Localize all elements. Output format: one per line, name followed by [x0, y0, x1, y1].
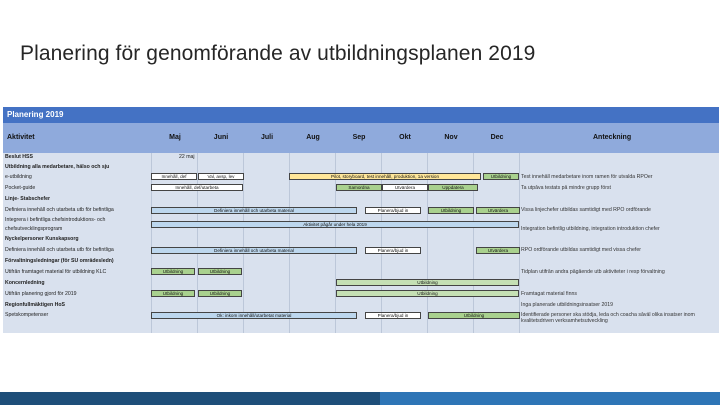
- row-note: Ta utpåva testats på mindre grupp först: [521, 185, 611, 191]
- row-label: e-utbildning: [5, 174, 32, 180]
- row-label: Definiera innehåll och utarbeta utb för befintliga: [5, 247, 114, 253]
- row-label: Beslut HSS: [5, 154, 33, 160]
- bar-utbildning-3: Utbildning: [151, 268, 195, 275]
- bar-utvardera: Utvärdera: [382, 184, 428, 191]
- row-note: RPO ordförande utbildas samtidigt med vissa chefer: [521, 247, 641, 253]
- row-label: Linje- Stabschefer: [5, 196, 50, 202]
- bar-pilot: Pilot, storyboard, test innehåll, produktion, 1a version: [289, 173, 481, 180]
- grid-line: [519, 153, 520, 333]
- row-label: Pocket-guide: [5, 185, 36, 191]
- header-month-sep: Sep: [352, 134, 366, 141]
- bar-ok-innehall: Ok: inkom innehåll/utarbetat material: [151, 312, 357, 319]
- row-note: Vissa linjechefer utbildas samtidigt med RPO ordförande: [521, 207, 651, 213]
- row-note: Identifierade personer ska stödja, leda och coacha såväl olika insatser inom kvalitetsdriven verksamhetsutveckling: [521, 312, 695, 324]
- row-note: Test innehåll medarbetare inom ramen för utvalda RPOer: [521, 174, 653, 180]
- bar-utbildning-9: Utbildning: [428, 312, 520, 319]
- grid-line: [197, 153, 198, 333]
- row-label: Utifrån planering gjord för 2019: [5, 291, 77, 297]
- bar-aktivitet-2019: Aktivitet pågår under hela 2019: [151, 221, 519, 228]
- row-note: Framtagat material finns: [521, 291, 577, 297]
- row-label: Utifrån framtaget material för utbildning KLC: [5, 269, 107, 275]
- bar-uppdatera: Uppdatera: [428, 184, 478, 191]
- bar-utbildning-6: Utbildning: [151, 290, 195, 297]
- row-label: Utbildning alla medarbetare, hälso och sju: [5, 164, 110, 170]
- row-note: Inga planerade utbildningsinsatser 2019: [521, 302, 614, 308]
- bar-planera-bjud-in-2: Planera/bjud in: [365, 247, 421, 254]
- grid-line: [289, 153, 290, 333]
- row-label: Förvaltningsledningar (för SU områdesledn): [5, 258, 114, 264]
- grid-line: [335, 153, 336, 333]
- bar-utbildning-5: Utbildning: [336, 279, 519, 286]
- grid-line: [151, 153, 152, 333]
- bar-definiera-material-2: Definiera innehåll och utarbeta material: [151, 247, 357, 254]
- header-month-okt: Okt: [399, 134, 411, 141]
- bar-planera-bjud-in: Planera/bjud in: [365, 207, 421, 214]
- grid-line: [381, 153, 382, 333]
- bar-utbildning-4: Utbildning: [198, 268, 242, 275]
- row-note: Integration befintlig utbildning, integration introduktion chefer: [521, 226, 660, 232]
- bar-utvardera-2: Utvärdera: [476, 207, 520, 214]
- bar-samordna: Samordna: [336, 184, 382, 191]
- grid-line: [473, 153, 474, 333]
- row-label: Regionfullmäktigen HoS: [5, 302, 65, 308]
- beslut-date: 22 maj: [179, 154, 195, 160]
- header-note: Anteckning: [593, 134, 632, 141]
- grid-line: [427, 153, 428, 333]
- bar-utvardera-3: Utvärdera: [476, 247, 520, 254]
- bar-utbildning: Utbildning: [483, 173, 519, 180]
- header-month-dec: Dec: [490, 134, 504, 141]
- row-label: Spetskompetenser: [5, 312, 49, 318]
- plan-title: Planering 2019: [3, 107, 719, 123]
- row-label: chefsutvecklingsprogram: [5, 226, 63, 232]
- header-month-juli: Juli: [260, 134, 274, 141]
- header-month-nov: Nov: [444, 134, 458, 141]
- bar-utbildning-8: Utbildning: [336, 290, 519, 297]
- planning-table: [3, 107, 719, 333]
- bar-utbildning-2: Utbildning: [428, 207, 474, 214]
- bar-definiera-material: Definiera innehåll och utarbeta material: [151, 207, 357, 214]
- bar-innehall-def: Innehåll, def: [151, 173, 197, 180]
- bar-planera-bjud-in-3: Planera/bjud in: [365, 312, 421, 319]
- row-label: Koncernledning: [5, 280, 45, 286]
- bar-val-avsp-lev: Val, avsp, lev: [198, 173, 244, 180]
- slide-title: Planering för genomförande av utbildningsplanen 2019: [20, 42, 536, 65]
- header-activity: Aktivitet: [7, 134, 35, 141]
- bar-utbildning-7: Utbildning: [198, 290, 242, 297]
- row-label: Integrera i befintliga chefsintroduktions- och: [5, 217, 106, 223]
- footer-accent: [380, 392, 720, 405]
- header-month-aug: Aug: [306, 134, 320, 141]
- grid-line: [243, 153, 244, 333]
- row-label: Definiera innehåll och utarbeta utb för befintliga: [5, 207, 114, 213]
- row-label: Nyckelpersoner Kunskapsorg: [5, 236, 79, 242]
- bar-innehall-def-utarbeta: Innehåll, def/utarbeta: [151, 184, 243, 191]
- row-note: Tidplan utifrån andra pågående utb aktiviteter i resp förvaltning: [521, 269, 665, 275]
- header-month-maj: Maj: [169, 134, 181, 141]
- header-month-juni: Juni: [213, 134, 229, 141]
